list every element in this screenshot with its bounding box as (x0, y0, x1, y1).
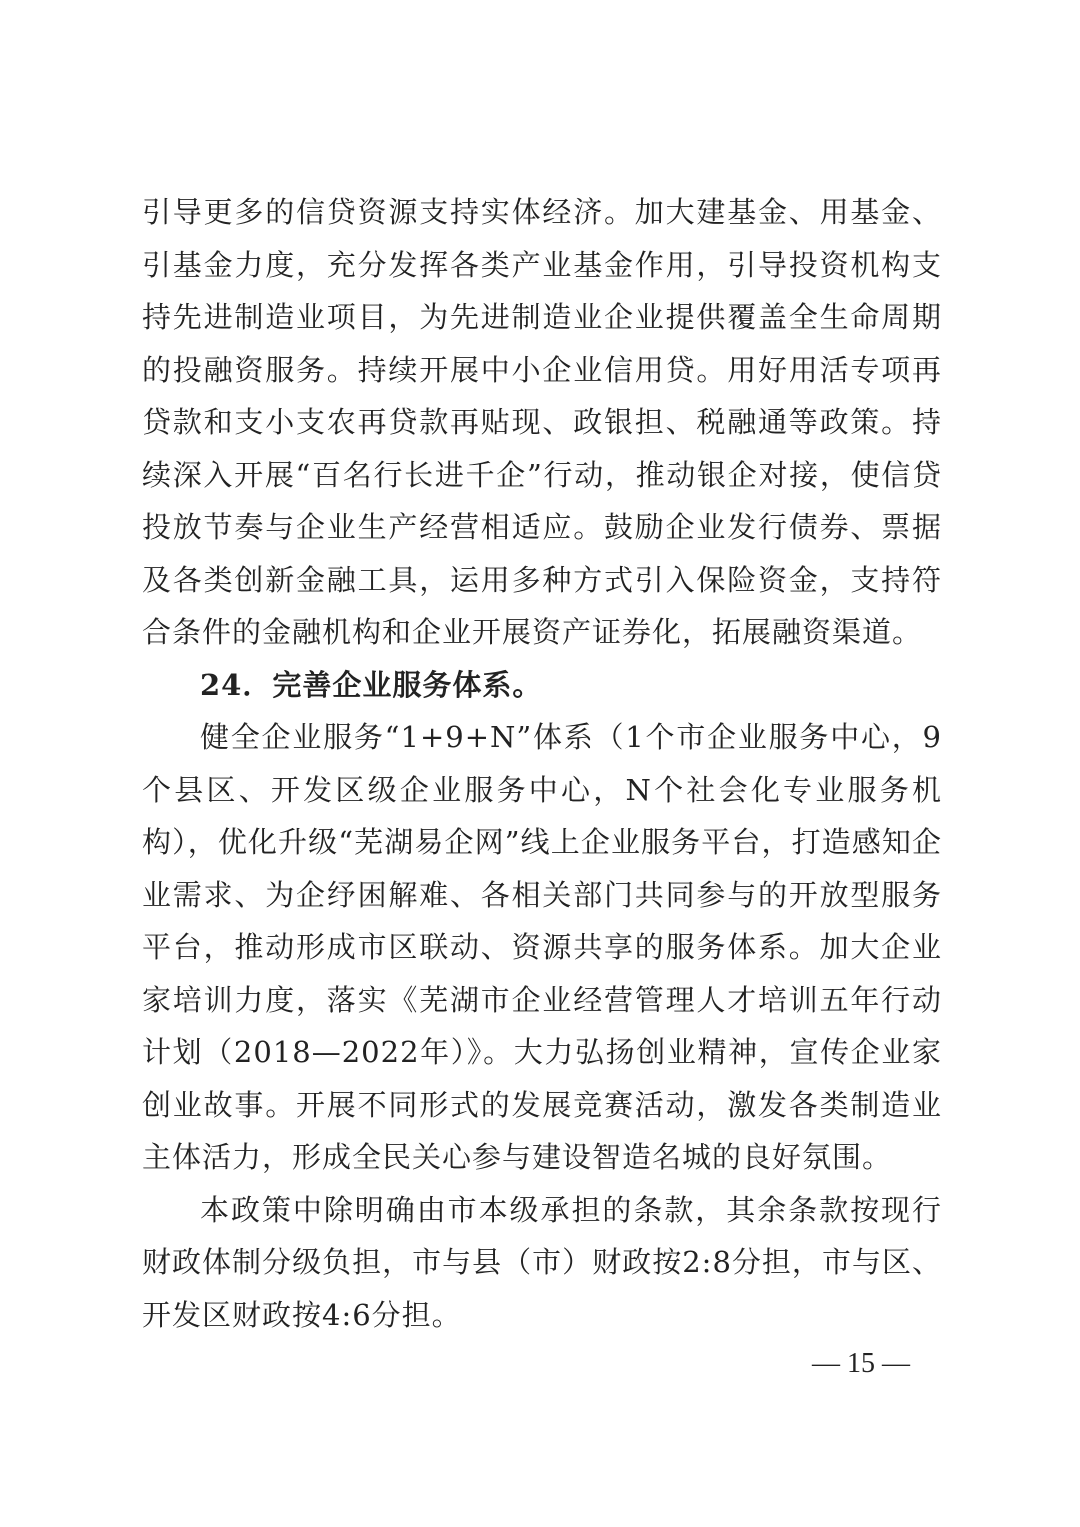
document-body (142, 186, 942, 1341)
body-paragraph-financing: 引导更多的信贷资源支持实体经济。加大建基金、用基金、引基金力度，充分发挥各类产业基金作用，引导投资机构支持先进制造业项目，为先进制造业企业提供覆盖全生命周期的投融资服务。持续开展中小企业信用贷。用好用活专项再贷款和支小支农再贷款再贴现、政银担、税融通等政策。持续深入开展“百名行长进千企”行动，推动银企对接，使信贷投放节奏与企业生产经营相适应。鼓励企业发行债券、票据及各类创新金融工具，运用多种方式引入保险资金，支持符合条件的金融机构和企业开展资产证券化，拓展融资渠道。 (142, 195, 942, 649)
section-heading: 24．完善企业服务体系。 (200, 667, 543, 702)
body-paragraph-enterprise-service: 健全企业服务“1+9+N”体系（1个市企业服务中心，9个县区、开发区级企业服务中心，N个社会化专业服务机构），优化升级“芜湖易企网”线上企业服务平台，打造感知企业需求、为企纾困解难、各相关部门共同参与的开放型服务平台，推动形成市区联动、资源共享的服务体系。加大企业家培训力度，落实《芜湖市企业经营管理人才培训五年行动计划（2018—2022年）》。大力弘扬创业精神，宣传企业家创业故事。开展不同形式的发展竞赛活动，激发各类制造业主体活力，形成全民关心参与建设智造名城的良好氛围。 (142, 720, 942, 1174)
page-number: — 15 — (812, 1348, 910, 1379)
body-paragraph-fiscal-sharing: 本政策中除明确由市本级承担的条款，其余条款按现行财政体制分级负担，市与县（市）财政按2:8分担，市与区、开发区财政按4:6分担。 (142, 1192, 942, 1332)
